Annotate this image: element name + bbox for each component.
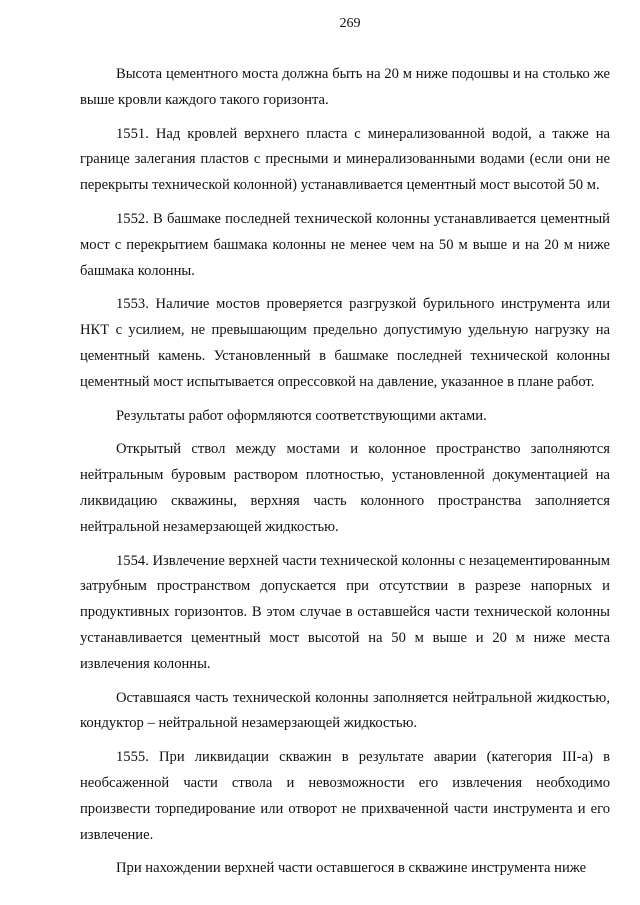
paragraph-1553: 1553. Наличие мостов проверяется разгрузкой бурильного инструмента или НКТ с усилием, не превышающим предельно допустимую удельную нагрузку на цементный камень. Установленный в башмаке последней технической колонны цементный мост испытывается опрессовкой на давление, указанное в плане работ. (80, 296, 610, 390)
paragraph-1552: 1552. В башмаке последней технической колонны устанавливается цементный мост с перекрытием башмака колонны не менее чем на 50 м выше и на 20 м ниже башмака колонны. (80, 210, 610, 279)
paragraph-open-hole: Открытый ствол между мостами и колонное пространство заполняются нейтральным буровым раствором плотностью, установленной документацией на ликвидацию скважины, верхняя часть колонного пространства заполняется нейтральной незамерзающей жидкостью. (80, 441, 610, 535)
paragraph-1554: 1554. Извлечение верхней части технической колонны с незацементированным затрубным пространством допускается при отсутствии в разрезе напорных и продуктивных горизонтов. В этом случае в оставшейся части технической колонны устанавливается цементный мост высотой на 50 м выше и 20 м ниже места извлечения колонны. (80, 552, 610, 672)
paragraph-results: Результаты работ оформляются соответствующими актами. (116, 407, 487, 424)
paragraph-remaining-column: Оставшаяся часть технической колонны заполняется нейтральной жидкостью, кондуктор – нейтральной незамерзающей жидкостью. (80, 689, 610, 732)
paragraph-upper-part: При нахождении верхней части оставшегося в скважине инструмента ниже (116, 860, 587, 877)
page-number: 269 (339, 16, 361, 31)
paragraph-cement-bridge-height: Высота цементного моста должна быть на 20 м ниже подошвы и на столько же выше кровли каждого такого горизонта. (80, 66, 610, 108)
paragraph-1551: 1551. Над кровлей верхнего пласта с минерализованной водой, а также на границе залегания пластов с пресными и минерализованными водами (если они не перекрыты технической колонной) устанавливается цементный мост высотой 50 м. (80, 125, 610, 194)
paragraph-1555: 1555. При ликвидации скважин в результате аварии (категория III-а) в необсаженной части ствола и невозможности его извлечения необходимо произвести торпедирование или отворот не прихваченной части инструмента и его извлечение. (80, 749, 610, 843)
